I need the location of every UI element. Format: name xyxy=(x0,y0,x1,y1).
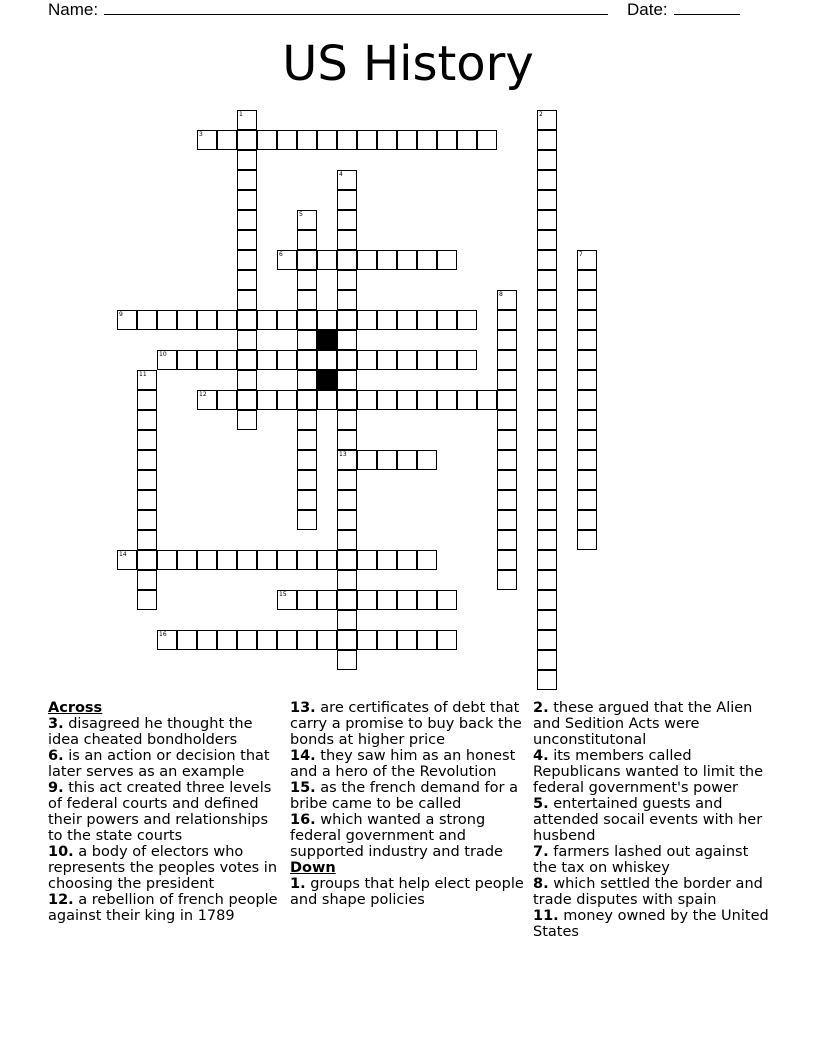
grid-cell[interactable] xyxy=(177,310,197,330)
grid-cell[interactable] xyxy=(157,350,177,370)
grid-cell[interactable] xyxy=(277,310,297,330)
grid-cell[interactable] xyxy=(497,410,517,430)
grid-cell[interactable] xyxy=(537,590,557,610)
grid-cell[interactable] xyxy=(337,230,357,250)
grid-cell[interactable] xyxy=(197,310,217,330)
grid-cell[interactable] xyxy=(537,410,557,430)
cell-number: 1 xyxy=(239,111,243,118)
grid-cell[interactable] xyxy=(577,470,597,490)
grid-cell[interactable] xyxy=(177,630,197,650)
grid-cell[interactable] xyxy=(417,590,437,610)
grid-cell[interactable] xyxy=(397,130,417,150)
grid-cell[interactable] xyxy=(337,330,357,350)
cell-number: 11 xyxy=(139,371,147,378)
grid-cell[interactable] xyxy=(477,130,497,150)
across-clue-15: 15. as the french demand for a bribe came to be called xyxy=(290,780,518,812)
grid-cell[interactable] xyxy=(277,390,297,410)
across-clue-14: 14. they saw him as an honest and a hero of the Revolution xyxy=(290,748,516,780)
grid-cell[interactable] xyxy=(357,130,377,150)
cell-number: 5 xyxy=(299,211,303,218)
grid-cell[interactable] xyxy=(537,550,557,570)
grid-cell[interactable] xyxy=(537,350,557,370)
grid-cell[interactable] xyxy=(157,310,177,330)
grid-cell[interactable] xyxy=(537,230,557,250)
grid-cell[interactable] xyxy=(457,310,477,330)
cell-number: 2 xyxy=(539,111,543,118)
grid-cell[interactable] xyxy=(257,350,277,370)
grid-cell[interactable] xyxy=(297,290,317,310)
down-heading: Down xyxy=(290,860,336,876)
down-clue-4: 4. its members called Republicans wanted to limit the federal government's power xyxy=(533,748,764,796)
grid-cell[interactable] xyxy=(217,550,237,570)
grid-cell[interactable] xyxy=(317,590,337,610)
grid-cell[interactable] xyxy=(157,630,177,650)
grid-cell[interactable] xyxy=(257,550,277,570)
grid-cell[interactable] xyxy=(317,310,337,330)
grid-cell[interactable] xyxy=(377,130,397,150)
grid-cell[interactable] xyxy=(337,530,357,550)
grid-cell[interactable] xyxy=(337,630,357,650)
grid-cell[interactable] xyxy=(337,370,357,390)
cell-number: 8 xyxy=(499,291,503,298)
grid-cell[interactable] xyxy=(157,550,177,570)
grid-cell[interactable] xyxy=(337,350,357,370)
cell-number: 10 xyxy=(159,351,167,358)
grid-cell[interactable] xyxy=(497,570,517,590)
grid-cell[interactable] xyxy=(397,630,417,650)
grid-cell[interactable] xyxy=(417,130,437,150)
grid-cell[interactable] xyxy=(577,490,597,510)
grid-cell[interactable] xyxy=(217,130,237,150)
grid-cell[interactable] xyxy=(417,630,437,650)
grid-cell[interactable] xyxy=(137,390,157,410)
grid-cell[interactable] xyxy=(357,390,377,410)
grid-cell[interactable] xyxy=(337,570,357,590)
grid-cell[interactable] xyxy=(277,350,297,370)
grid-cell[interactable] xyxy=(397,250,417,270)
grid-cell[interactable] xyxy=(197,130,217,150)
grid-cell[interactable] xyxy=(377,250,397,270)
page-title: US History xyxy=(282,36,534,92)
grid-cell[interactable] xyxy=(177,550,197,570)
grid-cell[interactable] xyxy=(537,510,557,530)
grid-cell[interactable] xyxy=(337,550,357,570)
grid-cell[interactable] xyxy=(537,610,557,630)
grid-cell[interactable] xyxy=(577,430,597,450)
grid-cell[interactable] xyxy=(497,290,517,310)
grid-cell[interactable] xyxy=(297,390,317,410)
grid-cell[interactable] xyxy=(457,350,477,370)
grid-cell[interactable] xyxy=(497,490,517,510)
grid-cell[interactable] xyxy=(237,190,257,210)
across-clue-10: 10. a body of electors who represents the peoples votes in choosing the president xyxy=(48,844,278,892)
grid-cell[interactable] xyxy=(497,510,517,530)
grid-cell[interactable] xyxy=(337,390,357,410)
grid-cell[interactable] xyxy=(337,450,357,470)
grid-cell[interactable] xyxy=(337,310,357,330)
grid-cell[interactable] xyxy=(577,510,597,530)
grid-cell[interactable] xyxy=(197,630,217,650)
cell-number: 16 xyxy=(159,631,167,638)
grid-cell[interactable] xyxy=(577,450,597,470)
grid-cell[interactable] xyxy=(477,390,497,410)
grid-cell[interactable] xyxy=(337,130,357,150)
grid-cell[interactable] xyxy=(417,550,437,570)
down-clue-7: 7. farmers lashed out against the tax on whiskey xyxy=(533,844,749,876)
grid-cell[interactable] xyxy=(297,370,317,390)
grid-cell[interactable] xyxy=(417,250,437,270)
grid-cell[interactable] xyxy=(577,350,597,370)
grid-cell[interactable] xyxy=(277,250,297,270)
grid-cell[interactable] xyxy=(437,630,457,650)
grid-cell[interactable] xyxy=(537,150,557,170)
grid-cell[interactable] xyxy=(237,210,257,230)
grid-cell[interactable] xyxy=(237,390,257,410)
grid-cell[interactable] xyxy=(297,310,317,330)
grid-cell[interactable] xyxy=(257,130,277,150)
grid-cell[interactable] xyxy=(297,630,317,650)
grid-cell[interactable] xyxy=(537,490,557,510)
grid-cell[interactable] xyxy=(277,130,297,150)
down-clue-11: 11. money owned by the United States xyxy=(533,908,769,940)
grid-cell[interactable] xyxy=(417,350,437,370)
grid-cell[interactable] xyxy=(237,330,257,350)
down-clue-8: 8. which settled the border and trade disputes with spain xyxy=(533,876,763,908)
cell-number: 4 xyxy=(339,171,343,178)
grid-cell[interactable] xyxy=(357,550,377,570)
grid-cell[interactable] xyxy=(437,310,457,330)
grid-cell[interactable] xyxy=(197,550,217,570)
grid-cell[interactable] xyxy=(497,430,517,450)
grid-cell[interactable] xyxy=(317,630,337,650)
grid-cell[interactable] xyxy=(537,290,557,310)
grid-cell[interactable] xyxy=(297,330,317,350)
grid-cell[interactable] xyxy=(377,630,397,650)
grid-cell[interactable] xyxy=(417,310,437,330)
grid-cell[interactable] xyxy=(137,430,157,450)
grid-cell[interactable] xyxy=(577,330,597,350)
grid-cell[interactable] xyxy=(337,270,357,290)
grid-cell[interactable] xyxy=(197,350,217,370)
grid-cell[interactable] xyxy=(537,470,557,490)
across-clue-9: 9. this act created three levels of federal courts and defined their powers and relationships to the state courts xyxy=(48,780,272,844)
clues-column-1 xyxy=(48,700,284,924)
grid-cell[interactable] xyxy=(297,250,317,270)
grid-cell[interactable] xyxy=(537,270,557,290)
cell-number: 12 xyxy=(199,391,207,398)
grid-cell[interactable] xyxy=(337,490,357,510)
grid-cell[interactable] xyxy=(457,130,477,150)
grid-cell[interactable] xyxy=(317,130,337,150)
grid-cell[interactable] xyxy=(497,470,517,490)
grid-cell[interactable] xyxy=(357,450,377,470)
cell-number: 3 xyxy=(199,131,203,138)
grid-cell[interactable] xyxy=(237,370,257,390)
grid-cell[interactable] xyxy=(497,330,517,350)
grid-cell[interactable] xyxy=(537,670,557,690)
grid-cell[interactable] xyxy=(537,210,557,230)
grid-cell[interactable] xyxy=(197,390,217,410)
across-clue-6: 6. is an action or decision that later serves as an example xyxy=(48,748,270,780)
grid-cell[interactable] xyxy=(357,350,377,370)
grid-cell[interactable] xyxy=(137,310,157,330)
cell-number: 9 xyxy=(119,311,123,318)
grid-cell[interactable] xyxy=(237,230,257,250)
grid-cell[interactable] xyxy=(417,390,437,410)
grid-cell[interactable] xyxy=(177,350,197,370)
grid-cell[interactable] xyxy=(337,510,357,530)
grid-cell[interactable] xyxy=(337,650,357,670)
grid-cell[interactable] xyxy=(537,190,557,210)
grid-cell[interactable] xyxy=(397,450,417,470)
blocked-cell xyxy=(317,330,337,350)
grid-cell[interactable] xyxy=(537,370,557,390)
grid-cell[interactable] xyxy=(237,130,257,150)
grid-cell[interactable] xyxy=(297,130,317,150)
down-clue-1: 1. groups that help elect people and shape policies xyxy=(290,876,524,908)
across-heading: Across xyxy=(48,700,103,716)
grid-cell[interactable] xyxy=(437,350,457,370)
grid-cell[interactable] xyxy=(297,510,317,530)
grid-cell[interactable] xyxy=(497,310,517,330)
clues-column-3 xyxy=(533,700,773,940)
grid-cell[interactable] xyxy=(217,310,237,330)
grid-cell[interactable] xyxy=(237,630,257,650)
date-label: Date: xyxy=(627,0,668,19)
grid-cell[interactable] xyxy=(537,650,557,670)
grid-cell[interactable] xyxy=(297,490,317,510)
grid-cell[interactable] xyxy=(277,550,297,570)
grid-cell[interactable] xyxy=(237,170,257,190)
grid-cell[interactable] xyxy=(577,250,597,270)
grid-cell[interactable] xyxy=(337,410,357,430)
grid-cell[interactable] xyxy=(377,350,397,370)
grid-cell[interactable] xyxy=(397,590,417,610)
grid-cell[interactable] xyxy=(577,390,597,410)
grid-cell[interactable] xyxy=(577,370,597,390)
cell-number: 15 xyxy=(279,591,287,598)
grid-cell[interactable] xyxy=(237,110,257,130)
grid-cell[interactable] xyxy=(237,250,257,270)
grid-cell[interactable] xyxy=(237,550,257,570)
grid-cell[interactable] xyxy=(317,350,337,370)
cell-number: 6 xyxy=(279,251,283,258)
grid-cell[interactable] xyxy=(537,130,557,150)
grid-cell[interactable] xyxy=(497,450,517,470)
grid-cell[interactable] xyxy=(357,590,377,610)
cell-number: 13 xyxy=(339,451,347,458)
grid-cell[interactable] xyxy=(377,590,397,610)
grid-cell[interactable] xyxy=(497,390,517,410)
grid-cell[interactable] xyxy=(537,530,557,550)
grid-cell[interactable] xyxy=(337,250,357,270)
grid-cell[interactable] xyxy=(537,250,557,270)
grid-cell[interactable] xyxy=(497,550,517,570)
grid-cell[interactable] xyxy=(497,530,517,550)
grid-cell[interactable] xyxy=(377,390,397,410)
grid-cell[interactable] xyxy=(117,310,137,330)
grid-cell[interactable] xyxy=(337,190,357,210)
grid-cell[interactable] xyxy=(537,630,557,650)
across-clue-16: 16. which wanted a strong federal government and supported industry and trade xyxy=(290,812,503,860)
grid-cell[interactable] xyxy=(537,170,557,190)
grid-cell[interactable] xyxy=(137,370,157,390)
grid-cell[interactable] xyxy=(297,550,317,570)
grid-cell[interactable] xyxy=(377,310,397,330)
grid-cell[interactable] xyxy=(537,450,557,470)
grid-cell[interactable] xyxy=(237,350,257,370)
grid-cell[interactable] xyxy=(457,390,477,410)
grid-cell[interactable] xyxy=(497,370,517,390)
across-clue-13: 13. are certificates of debt that carry a promise to buy back the bonds at higher price xyxy=(290,700,522,748)
grid-cell[interactable] xyxy=(217,630,237,650)
grid-cell[interactable] xyxy=(437,590,457,610)
grid-cell[interactable] xyxy=(237,270,257,290)
grid-cell[interactable] xyxy=(297,450,317,470)
grid-cell[interactable] xyxy=(297,470,317,490)
grid-cell[interactable] xyxy=(337,470,357,490)
grid-cell[interactable] xyxy=(397,390,417,410)
grid-cell[interactable] xyxy=(217,350,237,370)
cell-number: 14 xyxy=(119,551,127,558)
grid-cell[interactable] xyxy=(137,590,157,610)
down-clue-5: 5. entertained guests and attended socail events with her husbend xyxy=(533,796,763,844)
grid-cell[interactable] xyxy=(237,310,257,330)
grid-cell[interactable] xyxy=(137,470,157,490)
grid-cell[interactable] xyxy=(257,310,277,330)
grid-cell[interactable] xyxy=(137,410,157,430)
blocked-cell xyxy=(317,370,337,390)
grid-cell[interactable] xyxy=(577,530,597,550)
grid-cell[interactable] xyxy=(397,350,417,370)
grid-cell[interactable] xyxy=(237,150,257,170)
grid-cell[interactable] xyxy=(137,530,157,550)
grid-cell[interactable] xyxy=(537,330,557,350)
grid-cell[interactable] xyxy=(137,550,157,570)
cell-number: 7 xyxy=(579,251,583,258)
grid-cell[interactable] xyxy=(297,350,317,370)
grid-cell[interactable] xyxy=(537,310,557,330)
grid-cell[interactable] xyxy=(397,310,417,330)
grid-cell[interactable] xyxy=(137,570,157,590)
grid-cell[interactable] xyxy=(577,310,597,330)
grid-cell[interactable] xyxy=(257,390,277,410)
grid-cell[interactable] xyxy=(437,250,457,270)
grid-cell[interactable] xyxy=(237,290,257,310)
grid-cell[interactable] xyxy=(337,210,357,230)
grid-cell[interactable] xyxy=(337,590,357,610)
grid-cell[interactable] xyxy=(537,430,557,450)
grid-cell[interactable] xyxy=(317,390,337,410)
grid-cell[interactable] xyxy=(377,450,397,470)
grid-cell[interactable] xyxy=(357,310,377,330)
grid-cell[interactable] xyxy=(577,270,597,290)
grid-cell[interactable] xyxy=(137,450,157,470)
grid-cell[interactable] xyxy=(137,490,157,510)
grid-cell[interactable] xyxy=(437,130,457,150)
grid-cell[interactable] xyxy=(497,350,517,370)
grid-cell[interactable] xyxy=(537,390,557,410)
across-clue-12: 12. a rebellion of french people against their king in 1789 xyxy=(48,892,278,924)
grid-cell[interactable] xyxy=(277,630,297,650)
grid-cell[interactable] xyxy=(337,610,357,630)
grid-cell[interactable] xyxy=(417,450,437,470)
grid-cell[interactable] xyxy=(297,230,317,250)
grid-cell[interactable] xyxy=(117,550,137,570)
grid-cell[interactable] xyxy=(237,410,257,430)
grid-cell[interactable] xyxy=(317,250,337,270)
grid-cell[interactable] xyxy=(297,210,317,230)
grid-cell[interactable] xyxy=(437,390,457,410)
grid-cell[interactable] xyxy=(137,510,157,530)
grid-cell[interactable] xyxy=(337,430,357,450)
grid-cell[interactable] xyxy=(397,550,417,570)
grid-cell[interactable] xyxy=(297,270,317,290)
grid-cell[interactable] xyxy=(277,590,297,610)
grid-cell[interactable] xyxy=(537,110,557,130)
name-label: Name: xyxy=(48,0,99,19)
grid-cell[interactable] xyxy=(377,550,397,570)
across-clue-3: 3. disagreed he thought the idea cheated bondholders xyxy=(48,716,253,748)
grid-cell[interactable] xyxy=(537,570,557,590)
grid-cell[interactable] xyxy=(297,430,317,450)
grid-cell[interactable] xyxy=(577,290,597,310)
grid-cell[interactable] xyxy=(357,630,377,650)
grid-cell[interactable] xyxy=(337,290,357,310)
grid-cell[interactable] xyxy=(317,550,337,570)
grid-cell[interactable] xyxy=(297,590,317,610)
clues-column-2 xyxy=(290,700,526,908)
grid-cell[interactable] xyxy=(577,410,597,430)
grid-cell[interactable] xyxy=(337,170,357,190)
grid-cell[interactable] xyxy=(257,630,277,650)
down-clue-2: 2. these argued that the Alien and Sedition Acts were unconstitutonal xyxy=(533,700,753,748)
grid-cell[interactable] xyxy=(297,410,317,430)
grid-cell[interactable] xyxy=(357,250,377,270)
grid-cell[interactable] xyxy=(217,390,237,410)
